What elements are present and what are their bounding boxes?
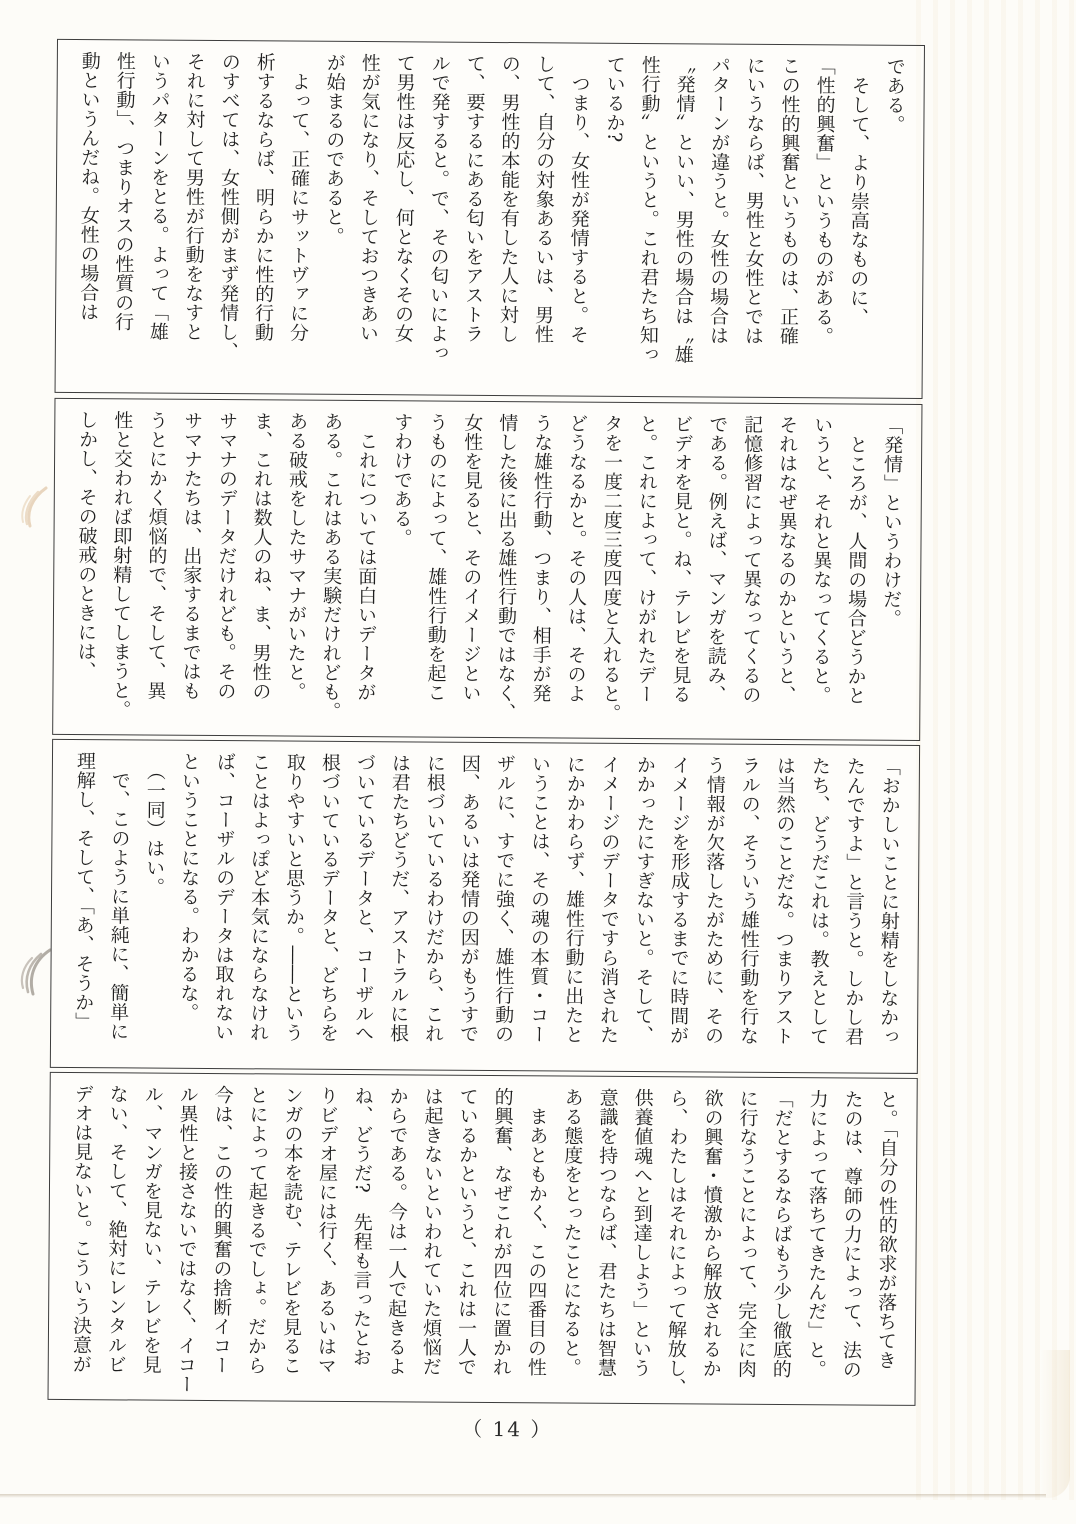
text-column: と。これによって、けがれたデー (634, 413, 659, 704)
text-column: 「性的興奮」というものがある。 (811, 56, 836, 346)
text-column: 「だとするならばもう少し徹底的 (769, 1088, 794, 1379)
text-column: 性行動」、つまりオスの性質の行 (111, 51, 136, 332)
text-column: 今は、この性的興奮の捨断イコー (209, 1085, 234, 1375)
text-column: ているか? (603, 54, 626, 143)
text-column: ラルの、そういう雄性行動を行な (736, 755, 762, 1046)
text-column: 取りやすいと思うか。――という (282, 752, 307, 1043)
text-column: ある破戒をしたサマナがいたと。 (284, 411, 309, 702)
text-block-1 (55, 39, 925, 399)
text-column: サマナのデータだけれども。その (214, 411, 239, 701)
text-column: 的興奮、なぜこれが四位に置かれ (489, 1086, 514, 1377)
text-column: 「おかしいことに射精をしなかっ (876, 756, 902, 1047)
vertical-text-2 (53, 399, 921, 740)
text-column: 女性を見ると、そのイメージとい (459, 412, 484, 703)
text-column: そして、より崇高なものに、 (847, 56, 871, 327)
text-column: ということになる。わかるな。 (177, 751, 202, 1023)
vertical-text-1 (56, 40, 924, 398)
text-column: て、要するにある匂いをアストラ (461, 53, 486, 344)
text-column: ら、わたしはそれによって解放し、 (664, 1088, 689, 1398)
text-column: パターンが違うと。女性の場合は (706, 55, 731, 346)
text-column: 性行動〟というと。これ君たち知っ (636, 54, 661, 364)
text-column: ビデオを見と。ね、テレビを見る (669, 414, 694, 704)
text-column: ない、そして、絶対にレンタルビ (104, 1084, 129, 1374)
text-column: ンガの本を読む、テレビを見るこ (279, 1085, 304, 1376)
text-column: すわけである。 (390, 412, 414, 548)
text-column: ルで発すると。で、その匂いによっ (426, 53, 451, 363)
text-column: は君たちどうだ、アストラルに根 (387, 753, 412, 1043)
text-column: ル異性と接さないではなく、イコー (174, 1084, 199, 1394)
text-column: ル、マンガを見ない、テレビを見 (139, 1084, 164, 1375)
text-column: たのは、尊師の力によって、法の (839, 1089, 864, 1380)
page-number: （ 14 ） (462, 1416, 553, 1442)
text-column: それはなぜ異なるのかというと、 (774, 414, 799, 705)
text-column: づいているデータと、コーザルへ (352, 753, 377, 1043)
text-column: 性が気になり、そしておつきあい (356, 53, 381, 343)
vertical-text-3 (51, 740, 919, 1073)
text-column: ね、どうだ? 先程も言ったとお (349, 1085, 374, 1367)
text-column: よって、正確にサットヴァに分 (286, 52, 311, 343)
text-column: うものによって、雄性行動を起こ (424, 412, 449, 703)
text-column: 根づいているデータと、どちらを (317, 752, 342, 1043)
text-block-2 (52, 398, 922, 741)
text-column: サマナたちは、出家するまではも (179, 410, 204, 701)
text-column: かかったにすぎないと。そして、 (632, 754, 657, 1045)
text-column: う情報が欠落したがために、その (701, 755, 727, 1046)
text-column: りビデオ屋には行く、あるいはマ (314, 1085, 339, 1376)
text-column: イメージを形成するまでに時間が (667, 755, 692, 1045)
text-column: いうことは、その魂の本質・コー (527, 754, 552, 1044)
text-column: （一同）はい。 (143, 751, 167, 897)
text-column: 理解し、そして、「あ、そうか」 (72, 751, 97, 1032)
text-column: タを一度二度三度四度と入れると。 (599, 413, 624, 723)
text-column: で、このように単純に、簡単に (107, 751, 132, 1041)
text-column: たんですよ」と言うと。しかし君 (841, 756, 867, 1047)
text-column: うな雄性行動、つまり、相手が発 (529, 413, 554, 703)
text-column: ているかというと、これは一人で (454, 1086, 479, 1377)
text-column: 〝発情〟といい、男性の場合は〝雄 (671, 55, 696, 365)
text-column: ある。これはある実験だけれども。 (319, 411, 344, 721)
text-block-4 (48, 1072, 918, 1406)
text-column: 供養値魂へと到達しよう」という (629, 1087, 654, 1378)
text-column: ところが、人間の場合どうかと (844, 415, 869, 706)
text-column: して、自分の対象あるいは、男性 (531, 54, 556, 344)
text-column: とによって起きるでしょ。だから (244, 1085, 269, 1375)
text-column: 析するならば、明らかに性的行動 (251, 52, 276, 342)
text-column: この性的興奮というものは、正確 (776, 55, 801, 346)
text-column: にかかわらず、雄性行動に出たと (562, 754, 587, 1045)
text-column: 情した後に出る雄性行動ではなく、 (494, 412, 519, 722)
text-column: それに対して男性が行動をなすと (181, 51, 206, 342)
text-column: に行なうことによって、完全に肉 (734, 1088, 759, 1379)
vertical-text-4 (49, 1073, 917, 1405)
text-column: ま、これは数人のね、ま、男性の (249, 411, 274, 701)
text-column: である。例えば、マンガを読み、 (704, 414, 729, 705)
text-column: どうなるかと。その人は、そのよ (564, 413, 589, 704)
text-column: は起きないといわれていた煩悩だ (419, 1086, 444, 1377)
text-column: 欲の興奮・憤激から解放されるか (699, 1088, 724, 1379)
text-column: ば、コーザルのデータは取れない (212, 752, 237, 1042)
text-column: に根づいているわけだから、これ (422, 753, 447, 1044)
text-column: て男性は反応し、何となくその女 (391, 53, 416, 343)
text-column: イメージのデータですら消された (597, 754, 622, 1045)
text-column: からである。今は一人で起きるよ (384, 1086, 409, 1376)
text-column: たち、どうだこれは。教えとして (806, 756, 832, 1046)
text-column: のすべては、女性側がまず発情し、 (216, 52, 241, 361)
text-column: 「発情」というわけだ。 (879, 415, 904, 629)
text-column: まあともかく、この四番目の性 (524, 1087, 549, 1377)
text-column: 記憶修習によって異なってくるの (739, 414, 764, 705)
text-column: 性と交われば即射精してしまうと。 (109, 410, 134, 720)
text-column: これについては面白いデータが (354, 412, 379, 702)
text-column: は当然のことだな。つまりアスト (771, 755, 797, 1046)
text-column: にいうならば、男性と女性とでは (741, 55, 766, 346)
text-column: の、男性的本能を有した人に対し (496, 53, 521, 344)
text-column: デオは見ないと。こういう決意が (69, 1084, 94, 1374)
text-column: ことはよっぽど本気にならなけれ (247, 752, 272, 1042)
text-column: つまり、女性が発情すると。そ (566, 54, 591, 345)
text-column: ある態度をとったことになると。 (559, 1087, 584, 1378)
text-column: である。 (883, 56, 906, 135)
text-column: が始まるのであると。 (322, 52, 346, 246)
text-column: しかし、その破戒のときには、 (74, 410, 99, 681)
text-column: 動というんだね。女性の場合は (77, 51, 101, 322)
text-column: いうと、それと異なってくると。 (809, 415, 834, 705)
text-column: 力によって落ちてきたんだ」と。 (804, 1089, 829, 1379)
text-block-3 (50, 739, 920, 1074)
text-column: ザルに、すでに強く、雄性行動の (492, 753, 517, 1044)
text-column: と。「自分の性的欲求が落ちてき (874, 1089, 899, 1370)
text-column: 意識を持つならば、君たちは智慧 (594, 1087, 619, 1378)
text-column: 因、あるいは発情の因がもうすで (457, 753, 482, 1044)
text-column: いうパターンをとる。よって「雄 (146, 51, 171, 342)
text-column: うとにかく煩悩的で、そして、異 (144, 410, 169, 701)
